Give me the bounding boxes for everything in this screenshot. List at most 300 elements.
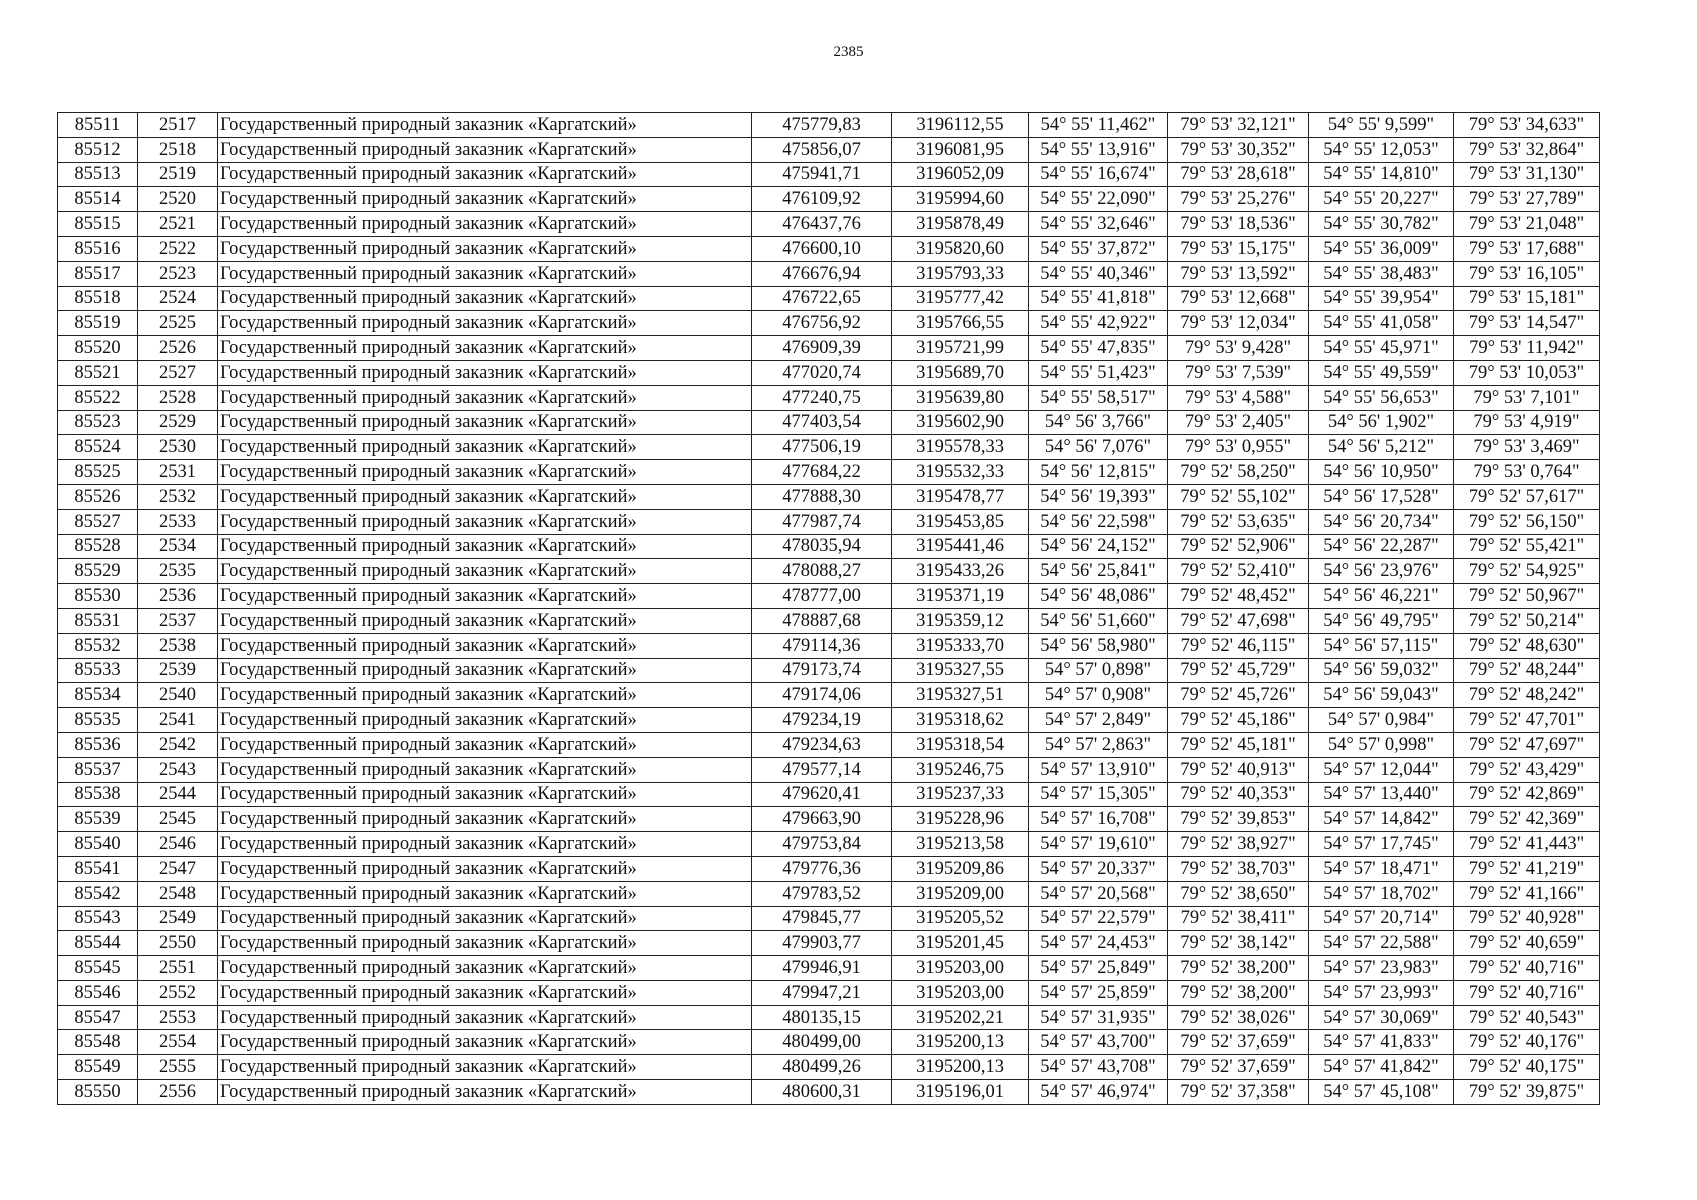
coordinates-table: [57, 112, 1600, 1105]
territory-name-cell: Государственный природный заказник «Каргатский»: [218, 1005, 752, 1030]
latitude-1-cell: 54° 57' 43,700": [1029, 1030, 1168, 1055]
table-row: [58, 807, 1600, 832]
territory-name-cell: Государственный природный заказник «Каргатский»: [218, 906, 752, 931]
record-number-cell: 85550: [58, 1080, 138, 1105]
coord-y-cell: 3196052,09: [892, 162, 1029, 187]
coord-x-cell: 477020,74: [752, 360, 892, 385]
latitude-1-cell: 54° 55' 13,916": [1029, 137, 1168, 162]
coord-y-cell: 3195532,33: [892, 460, 1029, 485]
point-number-cell: 2519: [138, 162, 218, 187]
point-number-cell: 2531: [138, 460, 218, 485]
latitude-1-cell: 54° 57' 20,337": [1029, 856, 1168, 881]
longitude-2-cell: 79° 52' 40,716": [1454, 980, 1600, 1005]
longitude-1-cell: 79° 52' 40,353": [1168, 782, 1309, 807]
latitude-2-cell: 54° 55' 12,053": [1309, 137, 1454, 162]
territory-name-cell: Государственный природный заказник «Каргатский»: [218, 584, 752, 609]
longitude-1-cell: 79° 52' 52,906": [1168, 534, 1309, 559]
longitude-1-cell: 79° 52' 40,913": [1168, 757, 1309, 782]
territory-name-cell: Государственный природный заказник «Каргатский»: [218, 113, 752, 138]
longitude-1-cell: 79° 52' 38,650": [1168, 881, 1309, 906]
record-number-cell: 85540: [58, 832, 138, 857]
record-number-cell: 85533: [58, 658, 138, 683]
coord-y-cell: 3195213,58: [892, 832, 1029, 857]
point-number-cell: 2538: [138, 633, 218, 658]
territory-name-cell: Государственный природный заказник «Каргатский»: [218, 559, 752, 584]
latitude-1-cell: 54° 57' 20,568": [1029, 881, 1168, 906]
territory-name-cell: Государственный природный заказник «Каргатский»: [218, 212, 752, 237]
longitude-2-cell: 79° 53' 15,181": [1454, 286, 1600, 311]
longitude-2-cell: 79° 52' 54,925": [1454, 559, 1600, 584]
latitude-1-cell: 54° 56' 22,598": [1029, 509, 1168, 534]
table-row: [58, 484, 1600, 509]
longitude-1-cell: 79° 53' 4,588": [1168, 385, 1309, 410]
coord-x-cell: 477888,30: [752, 484, 892, 509]
table-row: [58, 906, 1600, 931]
longitude-2-cell: 79° 52' 40,176": [1454, 1030, 1600, 1055]
record-number-cell: 85516: [58, 236, 138, 261]
coord-x-cell: 476600,10: [752, 236, 892, 261]
longitude-2-cell: 79° 52' 50,214": [1454, 608, 1600, 633]
point-number-cell: 2532: [138, 484, 218, 509]
territory-name-cell: Государственный природный заказник «Каргатский»: [218, 1080, 752, 1105]
point-number-cell: 2550: [138, 931, 218, 956]
record-number-cell: 85535: [58, 708, 138, 733]
longitude-2-cell: 79° 53' 7,101": [1454, 385, 1600, 410]
coord-x-cell: 479620,41: [752, 782, 892, 807]
point-number-cell: 2535: [138, 559, 218, 584]
record-number-cell: 85534: [58, 683, 138, 708]
coord-x-cell: 479663,90: [752, 807, 892, 832]
coord-x-cell: 479845,77: [752, 906, 892, 931]
territory-name-cell: Государственный природный заказник «Каргатский»: [218, 956, 752, 981]
latitude-2-cell: 54° 55' 49,559": [1309, 360, 1454, 385]
coord-x-cell: 479776,36: [752, 856, 892, 881]
latitude-2-cell: 54° 56' 1,902": [1309, 410, 1454, 435]
coord-x-cell: 479783,52: [752, 881, 892, 906]
coord-x-cell: 479114,36: [752, 633, 892, 658]
longitude-1-cell: 79° 52' 38,411": [1168, 906, 1309, 931]
point-number-cell: 2552: [138, 980, 218, 1005]
latitude-1-cell: 54° 55' 37,872": [1029, 236, 1168, 261]
point-number-cell: 2546: [138, 832, 218, 857]
table-row: [58, 931, 1600, 956]
table-row: [58, 584, 1600, 609]
longitude-1-cell: 79° 52' 37,659": [1168, 1055, 1309, 1080]
latitude-1-cell: 54° 55' 42,922": [1029, 311, 1168, 336]
coord-y-cell: 3195201,45: [892, 931, 1029, 956]
record-number-cell: 85522: [58, 385, 138, 410]
latitude-1-cell: 54° 55' 22,090": [1029, 187, 1168, 212]
record-number-cell: 85526: [58, 484, 138, 509]
table-row: [58, 385, 1600, 410]
coord-x-cell: 476109,92: [752, 187, 892, 212]
territory-name-cell: Государственный природный заказник «Каргатский»: [218, 832, 752, 857]
longitude-2-cell: 79° 52' 41,219": [1454, 856, 1600, 881]
point-number-cell: 2551: [138, 956, 218, 981]
territory-name-cell: Государственный природный заказник «Каргатский»: [218, 931, 752, 956]
longitude-1-cell: 79° 53' 9,428": [1168, 336, 1309, 361]
latitude-1-cell: 54° 57' 43,708": [1029, 1055, 1168, 1080]
point-number-cell: 2539: [138, 658, 218, 683]
point-number-cell: 2524: [138, 286, 218, 311]
point-number-cell: 2525: [138, 311, 218, 336]
table-row: [58, 435, 1600, 460]
latitude-2-cell: 54° 55' 14,810": [1309, 162, 1454, 187]
longitude-1-cell: 79° 52' 45,186": [1168, 708, 1309, 733]
coord-x-cell: 476722,65: [752, 286, 892, 311]
longitude-1-cell: 79° 52' 38,200": [1168, 980, 1309, 1005]
longitude-1-cell: 79° 53' 25,276": [1168, 187, 1309, 212]
territory-name-cell: Государственный природный заказник «Каргатский»: [218, 385, 752, 410]
coord-y-cell: 3195878,49: [892, 212, 1029, 237]
coord-x-cell: 480499,26: [752, 1055, 892, 1080]
latitude-2-cell: 54° 57' 41,833": [1309, 1030, 1454, 1055]
longitude-2-cell: 79° 52' 40,175": [1454, 1055, 1600, 1080]
latitude-1-cell: 54° 55' 41,818": [1029, 286, 1168, 311]
coord-x-cell: 479947,21: [752, 980, 892, 1005]
territory-name-cell: Государственный природный заказник «Каргатский»: [218, 435, 752, 460]
latitude-2-cell: 54° 57' 22,588": [1309, 931, 1454, 956]
coord-x-cell: 479173,74: [752, 658, 892, 683]
point-number-cell: 2543: [138, 757, 218, 782]
record-number-cell: 85529: [58, 559, 138, 584]
coord-y-cell: 3195196,01: [892, 1080, 1029, 1105]
latitude-2-cell: 54° 56' 46,221": [1309, 584, 1454, 609]
coord-y-cell: 3195602,90: [892, 410, 1029, 435]
longitude-2-cell: 79° 52' 47,697": [1454, 732, 1600, 757]
coord-y-cell: 3196112,55: [892, 113, 1029, 138]
record-number-cell: 85543: [58, 906, 138, 931]
record-number-cell: 85527: [58, 509, 138, 534]
longitude-1-cell: 79° 52' 58,250": [1168, 460, 1309, 485]
latitude-2-cell: 54° 55' 30,782": [1309, 212, 1454, 237]
territory-name-cell: Государственный природный заказник «Каргатский»: [218, 608, 752, 633]
table-row: [58, 708, 1600, 733]
longitude-2-cell: 79° 53' 27,789": [1454, 187, 1600, 212]
latitude-2-cell: 54° 55' 56,653": [1309, 385, 1454, 410]
point-number-cell: 2536: [138, 584, 218, 609]
longitude-2-cell: 79° 52' 50,967": [1454, 584, 1600, 609]
coord-x-cell: 478088,27: [752, 559, 892, 584]
table-row: [58, 1080, 1600, 1105]
coord-x-cell: 478777,00: [752, 584, 892, 609]
record-number-cell: 85546: [58, 980, 138, 1005]
coord-y-cell: 3195209,00: [892, 881, 1029, 906]
longitude-1-cell: 79° 52' 45,181": [1168, 732, 1309, 757]
longitude-2-cell: 79° 52' 40,716": [1454, 956, 1600, 981]
table-row: [58, 683, 1600, 708]
longitude-1-cell: 79° 53' 30,352": [1168, 137, 1309, 162]
longitude-2-cell: 79° 52' 48,244": [1454, 658, 1600, 683]
latitude-1-cell: 54° 56' 51,660": [1029, 608, 1168, 633]
latitude-1-cell: 54° 57' 24,453": [1029, 931, 1168, 956]
coord-y-cell: 3195639,80: [892, 385, 1029, 410]
latitude-1-cell: 54° 57' 22,579": [1029, 906, 1168, 931]
longitude-1-cell: 79° 52' 37,358": [1168, 1080, 1309, 1105]
longitude-1-cell: 79° 52' 53,635": [1168, 509, 1309, 534]
latitude-2-cell: 54° 56' 49,795": [1309, 608, 1454, 633]
territory-name-cell: Государственный природный заказник «Каргатский»: [218, 980, 752, 1005]
latitude-2-cell: 54° 56' 59,043": [1309, 683, 1454, 708]
coord-y-cell: 3195478,77: [892, 484, 1029, 509]
coord-y-cell: 3195766,55: [892, 311, 1029, 336]
record-number-cell: 85545: [58, 956, 138, 981]
record-number-cell: 85519: [58, 311, 138, 336]
record-number-cell: 85548: [58, 1030, 138, 1055]
latitude-1-cell: 54° 55' 51,423": [1029, 360, 1168, 385]
table-row: [58, 509, 1600, 534]
latitude-1-cell: 54° 55' 58,517": [1029, 385, 1168, 410]
point-number-cell: 2541: [138, 708, 218, 733]
latitude-2-cell: 54° 56' 17,528": [1309, 484, 1454, 509]
latitude-2-cell: 54° 56' 20,734": [1309, 509, 1454, 534]
coord-y-cell: 3195200,13: [892, 1030, 1029, 1055]
table-row: [58, 757, 1600, 782]
longitude-1-cell: 79° 53' 28,618": [1168, 162, 1309, 187]
record-number-cell: 85531: [58, 608, 138, 633]
point-number-cell: 2547: [138, 856, 218, 881]
point-number-cell: 2530: [138, 435, 218, 460]
territory-name-cell: Государственный природный заказник «Каргатский»: [218, 336, 752, 361]
latitude-1-cell: 54° 57' 13,910": [1029, 757, 1168, 782]
longitude-2-cell: 79° 52' 43,429": [1454, 757, 1600, 782]
latitude-1-cell: 54° 57' 19,610": [1029, 832, 1168, 857]
longitude-1-cell: 79° 52' 38,142": [1168, 931, 1309, 956]
longitude-1-cell: 79° 52' 45,726": [1168, 683, 1309, 708]
coord-x-cell: 480600,31: [752, 1080, 892, 1105]
record-number-cell: 85538: [58, 782, 138, 807]
table-row: [58, 410, 1600, 435]
coord-y-cell: 3195205,52: [892, 906, 1029, 931]
record-number-cell: 85544: [58, 931, 138, 956]
record-number-cell: 85542: [58, 881, 138, 906]
latitude-2-cell: 54° 55' 45,971": [1309, 336, 1454, 361]
territory-name-cell: Государственный природный заказник «Каргатский»: [218, 509, 752, 534]
longitude-2-cell: 79° 53' 21,048": [1454, 212, 1600, 237]
territory-name-cell: Государственный природный заказник «Каргатский»: [218, 1055, 752, 1080]
latitude-1-cell: 54° 57' 31,935": [1029, 1005, 1168, 1030]
coord-y-cell: 3195200,13: [892, 1055, 1029, 1080]
territory-name-cell: Государственный природный заказник «Каргатский»: [218, 311, 752, 336]
latitude-1-cell: 54° 55' 40,346": [1029, 261, 1168, 286]
coord-y-cell: 3195994,60: [892, 187, 1029, 212]
table-row: [58, 782, 1600, 807]
longitude-1-cell: 79° 53' 18,536": [1168, 212, 1309, 237]
longitude-1-cell: 79° 53' 7,539": [1168, 360, 1309, 385]
longitude-1-cell: 79° 53' 2,405": [1168, 410, 1309, 435]
territory-name-cell: Государственный природный заказник «Каргатский»: [218, 187, 752, 212]
latitude-2-cell: 54° 55' 9,599": [1309, 113, 1454, 138]
longitude-2-cell: 79° 53' 16,105": [1454, 261, 1600, 286]
table-row: [58, 1030, 1600, 1055]
coord-x-cell: 479234,19: [752, 708, 892, 733]
table-row: [58, 608, 1600, 633]
coord-y-cell: 3195318,62: [892, 708, 1029, 733]
table-row: [58, 856, 1600, 881]
territory-name-cell: Государственный природный заказник «Каргатский»: [218, 534, 752, 559]
longitude-2-cell: 79° 52' 55,421": [1454, 534, 1600, 559]
longitude-2-cell: 79° 52' 57,617": [1454, 484, 1600, 509]
territory-name-cell: Государственный природный заказник «Каргатский»: [218, 807, 752, 832]
latitude-2-cell: 54° 57' 18,702": [1309, 881, 1454, 906]
table-row: [58, 311, 1600, 336]
latitude-1-cell: 54° 56' 48,086": [1029, 584, 1168, 609]
latitude-1-cell: 54° 55' 16,674": [1029, 162, 1168, 187]
latitude-1-cell: 54° 56' 25,841": [1029, 559, 1168, 584]
table-row: [58, 1005, 1600, 1030]
longitude-2-cell: 79° 53' 3,469": [1454, 435, 1600, 460]
longitude-1-cell: 79° 53' 12,668": [1168, 286, 1309, 311]
point-number-cell: 2518: [138, 137, 218, 162]
latitude-2-cell: 54° 57' 20,714": [1309, 906, 1454, 931]
latitude-2-cell: 54° 55' 38,483": [1309, 261, 1454, 286]
coord-x-cell: 477506,19: [752, 435, 892, 460]
coord-x-cell: 477403,54: [752, 410, 892, 435]
point-number-cell: 2548: [138, 881, 218, 906]
record-number-cell: 85528: [58, 534, 138, 559]
point-number-cell: 2521: [138, 212, 218, 237]
coord-y-cell: 3195433,26: [892, 559, 1029, 584]
longitude-2-cell: 79° 52' 40,543": [1454, 1005, 1600, 1030]
record-number-cell: 85517: [58, 261, 138, 286]
table-row: [58, 633, 1600, 658]
table-row: [58, 832, 1600, 857]
point-number-cell: 2526: [138, 336, 218, 361]
latitude-2-cell: 54° 57' 12,044": [1309, 757, 1454, 782]
coord-y-cell: 3195318,54: [892, 732, 1029, 757]
longitude-1-cell: 79° 52' 38,026": [1168, 1005, 1309, 1030]
point-number-cell: 2527: [138, 360, 218, 385]
point-number-cell: 2555: [138, 1055, 218, 1080]
longitude-2-cell: 79° 52' 40,659": [1454, 931, 1600, 956]
coord-y-cell: 3195721,99: [892, 336, 1029, 361]
point-number-cell: 2542: [138, 732, 218, 757]
territory-name-cell: Государственный природный заказник «Каргатский»: [218, 732, 752, 757]
latitude-2-cell: 54° 57' 0,998": [1309, 732, 1454, 757]
territory-name-cell: Государственный природный заказник «Каргатский»: [218, 881, 752, 906]
coord-x-cell: 479903,77: [752, 931, 892, 956]
longitude-2-cell: 79° 53' 0,764": [1454, 460, 1600, 485]
latitude-2-cell: 54° 57' 14,842": [1309, 807, 1454, 832]
latitude-2-cell: 54° 55' 41,058": [1309, 311, 1454, 336]
longitude-2-cell: 79° 53' 11,942": [1454, 336, 1600, 361]
territory-name-cell: Государственный природный заказник «Каргатский»: [218, 162, 752, 187]
latitude-2-cell: 54° 57' 45,108": [1309, 1080, 1454, 1105]
record-number-cell: 85523: [58, 410, 138, 435]
latitude-2-cell: 54° 55' 20,227": [1309, 187, 1454, 212]
record-number-cell: 85536: [58, 732, 138, 757]
coord-y-cell: 3195209,86: [892, 856, 1029, 881]
coord-x-cell: 479753,84: [752, 832, 892, 857]
point-number-cell: 2529: [138, 410, 218, 435]
longitude-1-cell: 79° 52' 47,698": [1168, 608, 1309, 633]
longitude-1-cell: 79° 52' 37,659": [1168, 1030, 1309, 1055]
coord-y-cell: 3195689,70: [892, 360, 1029, 385]
longitude-1-cell: 79° 53' 12,034": [1168, 311, 1309, 336]
table-row: [58, 658, 1600, 683]
coord-y-cell: 3195228,96: [892, 807, 1029, 832]
table-row: [58, 286, 1600, 311]
coord-x-cell: 478887,68: [752, 608, 892, 633]
coord-y-cell: 3195203,00: [892, 980, 1029, 1005]
territory-name-cell: Государственный природный заказник «Каргатский»: [218, 757, 752, 782]
longitude-2-cell: 79° 53' 17,688": [1454, 236, 1600, 261]
point-number-cell: 2544: [138, 782, 218, 807]
point-number-cell: 2533: [138, 509, 218, 534]
longitude-1-cell: 79° 52' 46,115": [1168, 633, 1309, 658]
longitude-2-cell: 79° 53' 10,053": [1454, 360, 1600, 385]
table-row: [58, 980, 1600, 1005]
territory-name-cell: Государственный природный заказник «Каргатский»: [218, 683, 752, 708]
point-number-cell: 2553: [138, 1005, 218, 1030]
coord-y-cell: 3195793,33: [892, 261, 1029, 286]
coord-x-cell: 478035,94: [752, 534, 892, 559]
table-row: [58, 360, 1600, 385]
latitude-2-cell: 54° 56' 59,032": [1309, 658, 1454, 683]
table-row: [58, 732, 1600, 757]
point-number-cell: 2540: [138, 683, 218, 708]
coord-y-cell: 3195453,85: [892, 509, 1029, 534]
longitude-1-cell: 79° 52' 55,102": [1168, 484, 1309, 509]
record-number-cell: 85539: [58, 807, 138, 832]
territory-name-cell: Государственный природный заказник «Каргатский»: [218, 360, 752, 385]
latitude-2-cell: 54° 56' 22,287": [1309, 534, 1454, 559]
latitude-1-cell: 54° 57' 25,859": [1029, 980, 1168, 1005]
territory-name-cell: Государственный природный заказник «Каргатский»: [218, 410, 752, 435]
record-number-cell: 85512: [58, 137, 138, 162]
table-row: [58, 534, 1600, 559]
latitude-1-cell: 54° 57' 15,305": [1029, 782, 1168, 807]
latitude-2-cell: 54° 57' 23,993": [1309, 980, 1454, 1005]
longitude-2-cell: 79° 52' 48,242": [1454, 683, 1600, 708]
point-number-cell: 2545: [138, 807, 218, 832]
point-number-cell: 2534: [138, 534, 218, 559]
record-number-cell: 85525: [58, 460, 138, 485]
territory-name-cell: Государственный природный заказник «Каргатский»: [218, 484, 752, 509]
longitude-1-cell: 79° 52' 38,927": [1168, 832, 1309, 857]
territory-name-cell: Государственный природный заказник «Каргатский»: [218, 236, 752, 261]
longitude-2-cell: 79° 52' 48,630": [1454, 633, 1600, 658]
latitude-1-cell: 54° 55' 32,646": [1029, 212, 1168, 237]
table-row: [58, 460, 1600, 485]
territory-name-cell: Государственный природный заказник «Каргатский»: [218, 286, 752, 311]
latitude-1-cell: 54° 57' 0,908": [1029, 683, 1168, 708]
record-number-cell: 85541: [58, 856, 138, 881]
record-number-cell: 85520: [58, 336, 138, 361]
point-number-cell: 2522: [138, 236, 218, 261]
coord-x-cell: 476756,92: [752, 311, 892, 336]
longitude-1-cell: 79° 53' 0,955": [1168, 435, 1309, 460]
longitude-2-cell: 79° 52' 42,369": [1454, 807, 1600, 832]
point-number-cell: 2554: [138, 1030, 218, 1055]
latitude-1-cell: 54° 55' 47,835": [1029, 336, 1168, 361]
longitude-1-cell: 79° 52' 38,200": [1168, 956, 1309, 981]
latitude-1-cell: 54° 56' 7,076": [1029, 435, 1168, 460]
table-row: [58, 236, 1600, 261]
record-number-cell: 85521: [58, 360, 138, 385]
record-number-cell: 85514: [58, 187, 138, 212]
table-row: [58, 559, 1600, 584]
longitude-2-cell: 79° 52' 39,875": [1454, 1080, 1600, 1105]
table-row: [58, 187, 1600, 212]
coord-y-cell: 3195203,00: [892, 956, 1029, 981]
record-number-cell: 85518: [58, 286, 138, 311]
latitude-2-cell: 54° 56' 10,950": [1309, 460, 1454, 485]
latitude-2-cell: 54° 57' 0,984": [1309, 708, 1454, 733]
coord-y-cell: 3195202,21: [892, 1005, 1029, 1030]
table-row: [58, 137, 1600, 162]
coord-y-cell: 3195327,55: [892, 658, 1029, 683]
